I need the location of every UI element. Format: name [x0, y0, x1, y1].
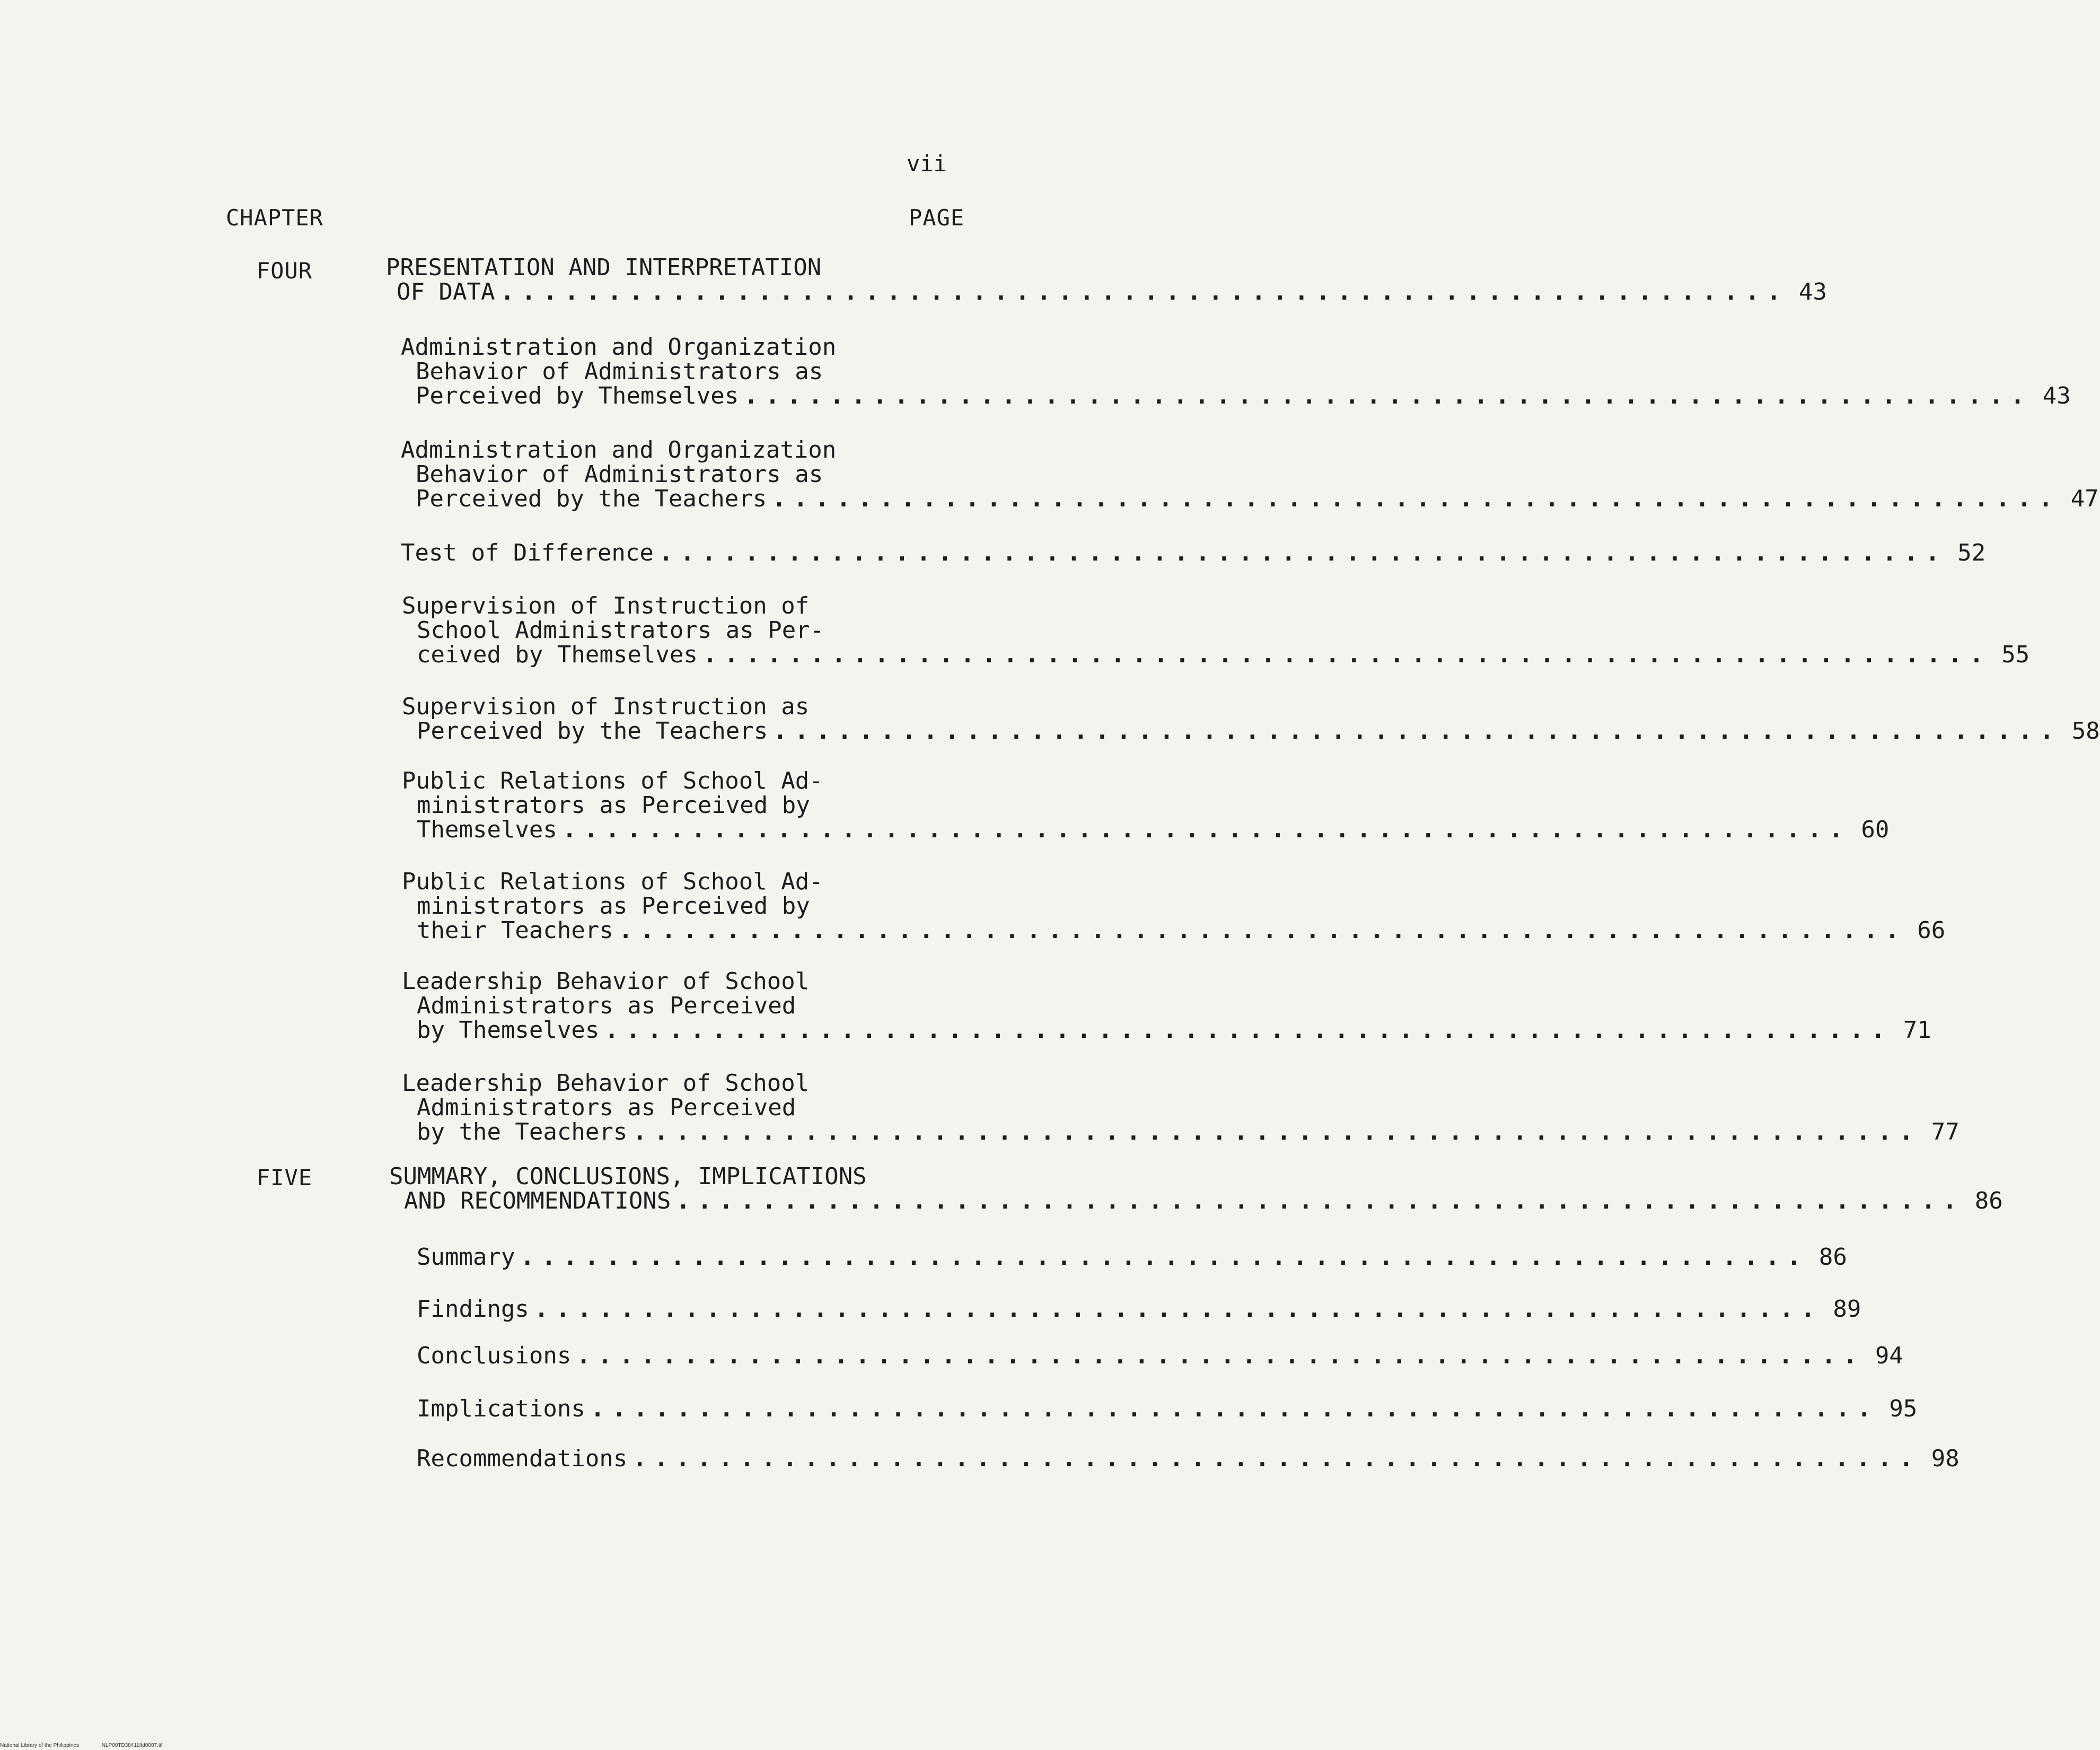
- toc-entry-last-line: [417, 1296, 1861, 1323]
- toc-entry-title-line: Leadership Behavior of School: [402, 1070, 810, 1097]
- toc-page-number: 98: [1931, 1445, 1960, 1472]
- toc-page-number: 43: [2042, 382, 2071, 409]
- toc-page-number: 52: [1957, 539, 1986, 566]
- toc-entry-last-line: [402, 1118, 1960, 1145]
- toc-entry-title-line: Supervision of Instruction of: [402, 592, 810, 619]
- leader-dots: ............................................................: [702, 641, 1991, 668]
- toc-entry-title-line: SUMMARY, CONCLUSIONS, IMPLICATIONS: [389, 1163, 867, 1190]
- toc-entry-title-line: OF DATA: [397, 278, 495, 305]
- chapter-label-five: FIVE: [257, 1165, 313, 1191]
- toc-entry-title-line: Test of Difference: [401, 539, 654, 566]
- toc-entry: [417, 1445, 1960, 1472]
- toc-entry-last-line: [386, 278, 1827, 305]
- toc-entry-last-line: [402, 1017, 1931, 1044]
- toc-entry-last-line: [401, 485, 2099, 512]
- toc-page-number: 94: [1875, 1342, 1903, 1369]
- leader-dots: ............................................................: [604, 1017, 1893, 1044]
- toc-entry: [402, 693, 2100, 745]
- toc-entry-title-line: PRESENTATION AND INTERPRETATION: [386, 254, 822, 281]
- toc-entry-title-line: Perceived by the Teachers: [416, 485, 767, 512]
- toc-entry-last-line: [417, 1342, 1903, 1369]
- toc-entry-title-line: ministrators as Perceived by: [417, 792, 810, 819]
- toc-entry-title-line: Implications: [417, 1395, 585, 1422]
- leader-dots: ............................................................: [676, 1187, 1964, 1214]
- toc-page-number: 77: [1931, 1118, 1960, 1145]
- toc-entry-title-line: their Teachers: [417, 917, 613, 944]
- toc-entry-title-line: Conclusions: [417, 1342, 572, 1369]
- toc-entry-last-line: [401, 539, 1986, 566]
- footer-file: NLP00TD38411ftd0007.tif: [101, 1743, 163, 1748]
- toc-page-number: 95: [1889, 1395, 1918, 1422]
- toc-page-number: 86: [1974, 1187, 2003, 1214]
- toc-page-number: 58: [2071, 718, 2100, 745]
- chapter-column-header: CHAPTER: [226, 205, 324, 231]
- toc-page-number: 66: [1917, 917, 1946, 944]
- toc-page-number: 86: [1818, 1244, 1847, 1271]
- leader-dots: ............................................................: [744, 382, 2032, 409]
- toc-entry-title-line: Behavior of Administrators as: [416, 358, 823, 385]
- toc-entry: [402, 592, 2030, 668]
- chapter-label-four: FOUR: [257, 258, 313, 284]
- toc-entry-title-line: Public Relations of School Ad-: [402, 868, 823, 895]
- toc-page-number: 71: [1903, 1017, 1931, 1044]
- toc-entry-title-line: Themselves: [417, 816, 557, 843]
- toc-entry: [402, 1070, 1960, 1145]
- toc-entry-last-line: [401, 382, 2071, 409]
- toc-entry-title-line: School Administrators as Per-: [417, 617, 824, 644]
- toc-entry-last-line: [402, 816, 1890, 843]
- leader-dots: ............................................................: [618, 917, 1907, 944]
- toc-entry-last-line: [417, 1445, 1960, 1472]
- toc-entry-title-line: Administrators as Perceived: [417, 1094, 796, 1121]
- leader-dots: ............................................................: [500, 278, 1788, 305]
- leader-dots: ............................................................: [772, 485, 2060, 512]
- toc-entry: [401, 334, 2071, 409]
- toc-entry-title-line: Findings: [417, 1296, 529, 1323]
- toc-page-number: 89: [1833, 1296, 1861, 1323]
- leader-dots: ............................................................: [632, 1445, 1921, 1472]
- toc-entry-title-line: Administration and Organization: [401, 334, 837, 361]
- toc-entry-last-line: [402, 917, 1946, 944]
- toc-entry-title-line: AND RECOMMENDATIONS: [404, 1187, 671, 1214]
- toc-entry: [401, 539, 1986, 566]
- leader-dots: ............................................................: [590, 1395, 1879, 1422]
- toc-entry-title-line: Recommendations: [417, 1445, 628, 1472]
- toc-entry-last-line: [402, 641, 2030, 668]
- leader-dots: ............................................................: [576, 1342, 1865, 1369]
- toc-entry-title-line: ceived by Themselves: [417, 641, 698, 668]
- toc-entry: [402, 767, 1890, 843]
- toc-entry-title-line: by Themselves: [417, 1017, 600, 1044]
- toc-entry: [402, 968, 1931, 1044]
- leader-dots: ............................................................: [658, 539, 1947, 566]
- toc-entry-last-line: [402, 718, 2100, 745]
- scan-footer: [0, 1743, 184, 1748]
- toc-entry-last-line: [417, 1395, 1918, 1422]
- roman-page-number: vii: [907, 151, 947, 177]
- toc-entry-title-line: Administration and Organization: [401, 436, 837, 463]
- leader-dots: ............................................................: [773, 718, 2061, 745]
- toc-entry-title-line: Perceived by the Teachers: [417, 718, 768, 745]
- toc-entry: [386, 254, 1827, 305]
- leader-dots: ............................................................: [520, 1244, 1808, 1271]
- toc-entry-title-line: by the Teachers: [417, 1118, 628, 1145]
- leader-dots: ............................................................: [632, 1118, 1921, 1145]
- toc-entry-title-line: Leadership Behavior of School: [402, 968, 810, 995]
- toc-page-number: 55: [2001, 641, 2030, 668]
- footer-library: National Library of the Philippines: [0, 1743, 79, 1748]
- toc-page-number: 47: [2070, 485, 2099, 512]
- toc-entry: [401, 436, 2099, 512]
- page-column-header: PAGE: [909, 205, 965, 231]
- toc-entry: [417, 1395, 1918, 1422]
- toc-entry-title-line: ministrators as Perceived by: [417, 892, 810, 920]
- toc-entry-title-line: Perceived by Themselves: [416, 382, 739, 409]
- toc-entry-last-line: [389, 1187, 2003, 1214]
- toc-entry: [389, 1163, 2003, 1214]
- toc-page-number: 60: [1861, 816, 1890, 843]
- leader-dots: ............................................................: [562, 816, 1851, 843]
- toc-entry: [417, 1244, 1847, 1271]
- toc-entry: [417, 1296, 1861, 1323]
- toc-entry-title-line: Summary: [417, 1244, 515, 1271]
- toc-entry-last-line: [417, 1244, 1847, 1271]
- toc-page-number: 43: [1798, 278, 1827, 305]
- toc-entry: [402, 868, 1946, 944]
- toc-entry: [417, 1342, 1903, 1369]
- toc-entry-title-line: Administrators as Perceived: [417, 992, 796, 1019]
- toc-entry-title-line: Supervision of Instruction as: [402, 693, 810, 720]
- leader-dots: ............................................................: [534, 1296, 1823, 1323]
- toc-entry-title-line: Public Relations of School Ad-: [402, 767, 823, 794]
- toc-entry-title-line: Behavior of Administrators as: [416, 461, 823, 488]
